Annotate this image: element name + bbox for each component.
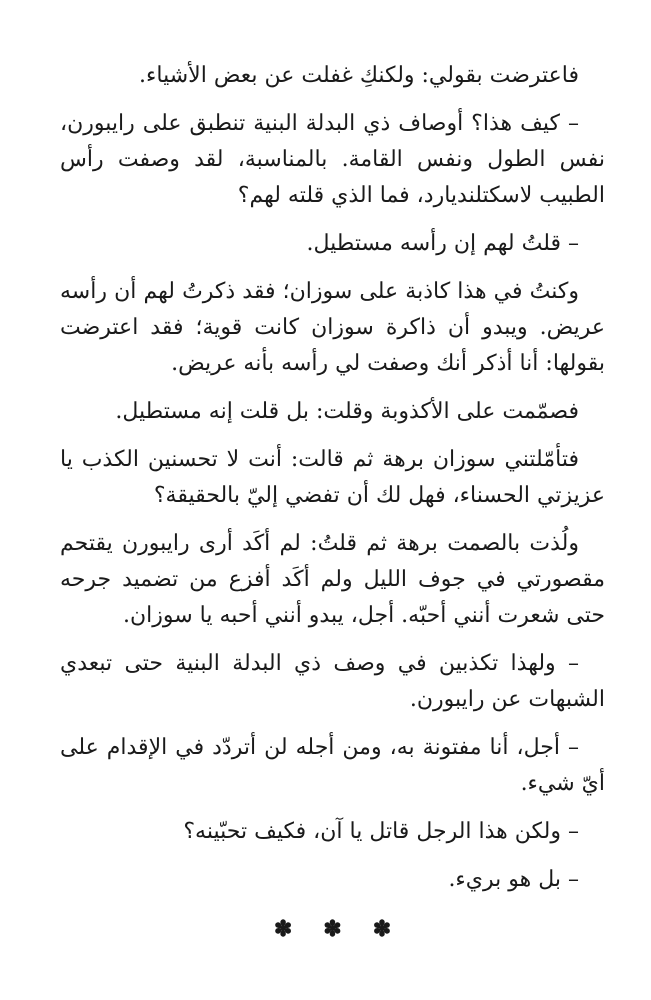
asterism-icon: ✽	[372, 916, 392, 942]
paragraph: وكنتُ في هذا كاذبة على سوزان؛ فقد ذكرتُ لهم أن رأسه عريض. ويبدو أن ذاكرة سوزان كانت قوية؛ فقد اعترضت بقولها: أنا أذكر أنك وصفت لي رأسه بأنه عريض.	[60, 279, 605, 376]
paragraph: فتأمّلتني سوزان برهة ثم قالت: أنت لا تحسنين الكذب يا عزيزتي الحسناء، فهل لك أن تفضي إليّ بالحقيقة؟	[60, 447, 605, 508]
page-text	[60, 58, 605, 898]
paragraph: – ولكن هذا الرجل قاتل يا آن، فكيف تحبّينه؟	[183, 819, 579, 844]
paragraph: – كيف هذا؟ أوصاف ذي البدلة البنية تنطبق على رايبورن، نفس الطول ونفس القامة. بالمناسبة، لقد وصفت رأس الطبيب لاسكتلنديارد، فما الذي قلته لهم؟	[60, 111, 605, 208]
paragraph: – بل هو بريء.	[448, 867, 579, 892]
paragraph: – قلتُ لهم إن رأسه مستطيل.	[306, 231, 579, 256]
asterism-icon: ✽	[323, 916, 342, 942]
paragraph: فصمّمت على الأكذوبة وقلت: بل قلت إنه مستطيل.	[115, 399, 579, 424]
paragraph: – ولهذا تكذبين في وصف ذي البدلة البنية حتى تبعدي الشبهات عن رايبورن.	[60, 651, 605, 712]
paragraph: – أجل، أنا مفتونة به، ومن أجله لن أتردّد في الإقدام على أيّ شيء.	[60, 735, 605, 796]
asterism-icon: ✽	[273, 916, 293, 942]
section-break-ornament	[60, 916, 605, 942]
paragraph: فاعترضت بقولي: ولكنكِ غفلت عن بعض الأشياء.	[139, 63, 579, 88]
paragraph: ولُذت بالصمت برهة ثم قلتُ: لم أكَد أرى رايبورن يقتحم مقصورتي في جوف الليل ولم أكَد أفزع من تضميد جرحه حتى شعرت أنني أحبّه. أجل، يبدو أنني أحبه يا سوزان.	[60, 531, 605, 628]
